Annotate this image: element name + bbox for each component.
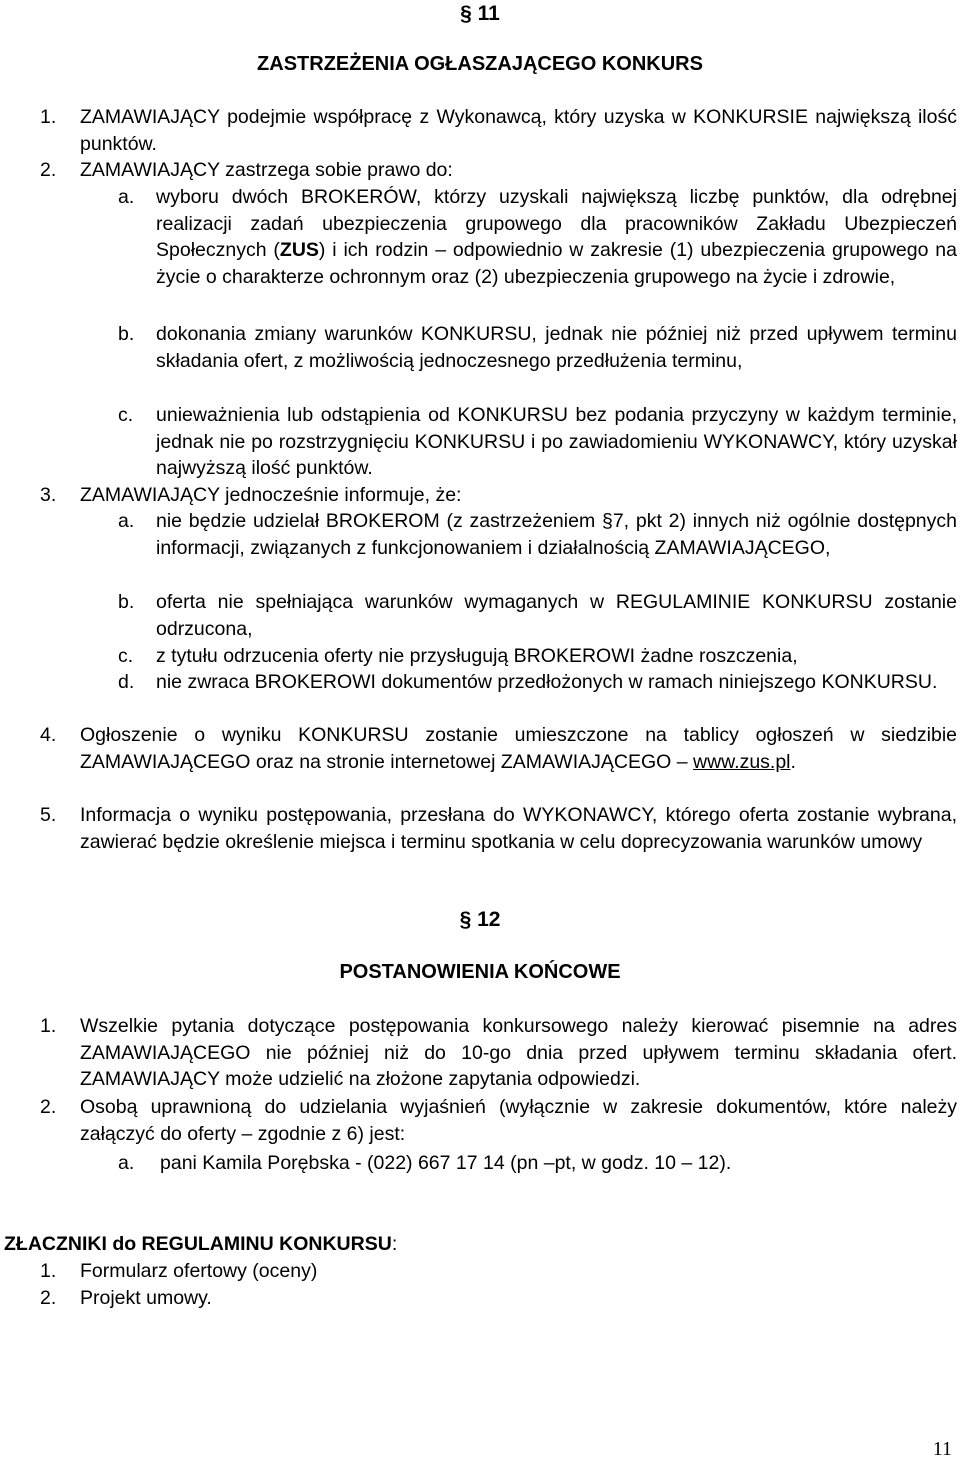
sub-item-letter: a.	[118, 510, 135, 532]
sub-list-item: nie będzie udzielał BROKEROM (z zastrzeżeniem §7, pkt 2) innych niż ogólnie dostępnych informacji, związanych z funkcjonowaniem i działalnością ZAMAWIAJĄCEGO,	[156, 510, 957, 559]
section-11-symbol: § 11	[460, 2, 500, 25]
list-item: Informacja o wyniku postępowania, przesłana do WYKONAWCY, którego oferta zostanie wybrana, zawierać będzie określenie miejsca i terminu spotkania w celu doprecyzowania warunków umowy	[80, 804, 957, 853]
sub-item-letter: c.	[118, 645, 134, 667]
sub-item-letter: a.	[118, 186, 135, 208]
item-number: 1.	[40, 1015, 57, 1037]
list-item: ZAMAWIAJĄCY podejmie współpracę z Wykonawcą, który uzyska w KONKURSIE największą ilość punktów.	[80, 106, 957, 155]
section-12-symbol: § 12	[459, 908, 501, 931]
list-item: Ogłoszenie o wyniku KONKURSU zostanie umieszczone na tablicy ogłoszeń w siedzibie ZAMAWIAJĄCEGO oraz na stronie internetowej ZAMAWIAJĄCEGO – www.zus.pl.	[80, 724, 957, 773]
sub-item-letter: d.	[118, 671, 135, 693]
list-item: Osobą uprawnioną do udzielania wyjaśnień (wyłącznie w zakresie dokumentów, które należy załączyć do oferty – zgodnie z 6) jest:	[80, 1096, 957, 1145]
sub-list-item: oferta nie spełniająca warunków wymaganych w REGULAMINIE KONKURSU zostanie odrzucona,	[156, 591, 957, 640]
item-number: 1.	[40, 1260, 57, 1282]
item-number: 5.	[40, 804, 57, 826]
item-number: 3.	[40, 484, 57, 506]
sub-list-item: unieważnienia lub odstąpienia od KONKURSU bez podania przyczyny w każdym terminie, jednak nie po rozstrzygnięciu KONKURSU i po zawiadomieniu WYKONAWCY, który uzyskał najwyższą ilość punktów.	[156, 404, 957, 479]
attachments-heading: ZŁACZNIKI do REGULAMINU KONKURSU:	[4, 1233, 398, 1255]
section-12-title: POSTANOWIENIA KOŃCOWE	[339, 961, 621, 983]
list-item: ZAMAWIAJĄCY zastrzega sobie prawo do:	[80, 159, 453, 181]
section-11-title: ZASTRZEŻENIA OGŁASZAJĄCEGO KONKURS	[257, 53, 703, 75]
sub-item-letter: c.	[118, 404, 134, 426]
attachment-item: Projekt umowy.	[80, 1287, 212, 1309]
list-item: ZAMAWIAJĄCY jednocześnie informuje, że:	[80, 484, 462, 506]
sub-list-item: wyboru dwóch BROKERÓW, którzy uzyskali największą liczbę punktów, dla odrębnej realizacji zadań ubezpieczenia grupowego dla pracowników Zakładu Ubezpieczeń Społecznych (ZUS) i ich rodzin – odpowiednio w zakresie (1) ubezpieczenia grupowego na życie o charakterze ochronnym oraz (2) ubezpieczenia grupowego na życie i zdrowie,	[156, 186, 957, 288]
sub-list-item: pani Kamila Porębska - (022) 667 17 14 (pn –pt, w godz. 10 – 12).	[160, 1152, 732, 1174]
list-item: Wszelkie pytania dotyczące postępowania konkursowego należy kierować pisemnie na adres ZAMAWIAJĄCEGO nie później niż do 10-go dnia przed upływem terminu składania ofert. ZAMAWIAJĄCY może udzielić na złożone zapytania odpowiedzi.	[80, 1015, 957, 1090]
sub-list-item: z tytułu odrzucenia oferty nie przysługują BROKEROWI żadne roszczenia,	[156, 645, 798, 667]
item-number: 2.	[40, 159, 57, 181]
website-link[interactable]: www.zus.pl	[692, 750, 791, 773]
sub-item-letter: a.	[118, 1152, 135, 1174]
item-number: 2.	[40, 1287, 57, 1309]
item-number: 2.	[40, 1096, 57, 1118]
item-number: 1.	[40, 106, 57, 128]
sub-list-item: dokonania zmiany warunków KONKURSU, jednak nie później niż przed upływem terminu składania ofert, z możliwością jednoczesnego przedłużenia terminu,	[156, 323, 957, 372]
sub-list-item: nie zwraca BROKEROWI dokumentów przedłożonych w ramach niniejszego KONKURSU.	[156, 671, 938, 693]
attachment-item: Formularz ofertowy (oceny)	[80, 1260, 318, 1282]
sub-item-letter: b.	[118, 323, 135, 345]
sub-item-letter: b.	[118, 591, 135, 613]
page-number: 11	[932, 1438, 952, 1460]
item-number: 4.	[40, 724, 57, 746]
